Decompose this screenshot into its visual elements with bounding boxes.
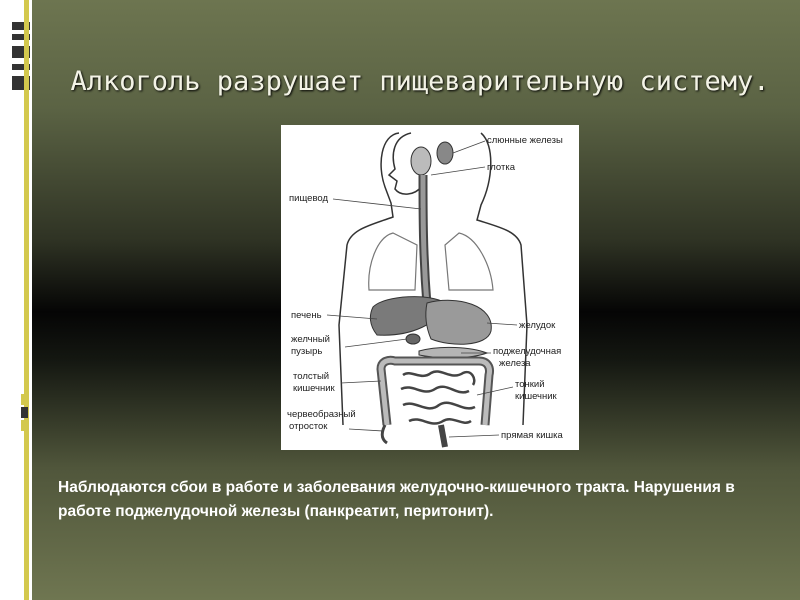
stomach-shape bbox=[426, 300, 491, 344]
body-outline bbox=[339, 133, 527, 425]
label-stomach: желудок bbox=[519, 320, 556, 331]
right-lung bbox=[445, 233, 493, 290]
small-intestine-coils bbox=[401, 371, 475, 423]
label-small-intestine-1: тонкий bbox=[515, 379, 545, 390]
label-liver: печень bbox=[291, 310, 322, 321]
appendix-shape bbox=[382, 425, 387, 443]
label-colon-2: кишечник bbox=[293, 383, 335, 394]
slide-caption: Наблюдаются сбои в работе и заболевания желудочно-кишечного тракта. Нарушения в работе поджелудочной железы (панкреатит, перитонит). bbox=[58, 479, 735, 520]
label-salivary-glands: слюнные железы bbox=[487, 135, 563, 146]
salivary-gland-shape bbox=[437, 142, 453, 164]
label-small-intestine-2: кишечник bbox=[515, 391, 557, 402]
pancreas-shape bbox=[419, 347, 487, 357]
label-gallbladder-2: пузырь bbox=[291, 346, 323, 357]
large-intestine bbox=[381, 360, 490, 425]
label-esophagus: пищевод bbox=[289, 193, 329, 204]
digestive-system-diagram bbox=[281, 125, 579, 450]
accent-bar bbox=[24, 0, 29, 600]
label-pancreas-1: поджелудочная bbox=[493, 346, 562, 357]
left-lung bbox=[369, 233, 417, 290]
label-pancreas-2: железа bbox=[499, 358, 531, 369]
label-appendix-2: отросток bbox=[289, 421, 328, 432]
rectum-shape bbox=[441, 425, 445, 447]
accent-square bbox=[21, 407, 28, 418]
label-pharynx: глотка bbox=[487, 162, 515, 173]
label-colon-1: толстый bbox=[293, 371, 330, 382]
label-gallbladder-1: желчный bbox=[291, 334, 330, 345]
accent-square bbox=[21, 394, 28, 405]
gallbladder-shape bbox=[406, 334, 420, 344]
accent-square bbox=[21, 420, 28, 431]
label-rectum: прямая кишка bbox=[501, 430, 563, 441]
mouth-cavity bbox=[411, 147, 431, 175]
label-appendix-1: червеобразный bbox=[287, 409, 356, 420]
slide-title: Алкоголь разрушает пищеварительную систему. bbox=[70, 66, 770, 97]
